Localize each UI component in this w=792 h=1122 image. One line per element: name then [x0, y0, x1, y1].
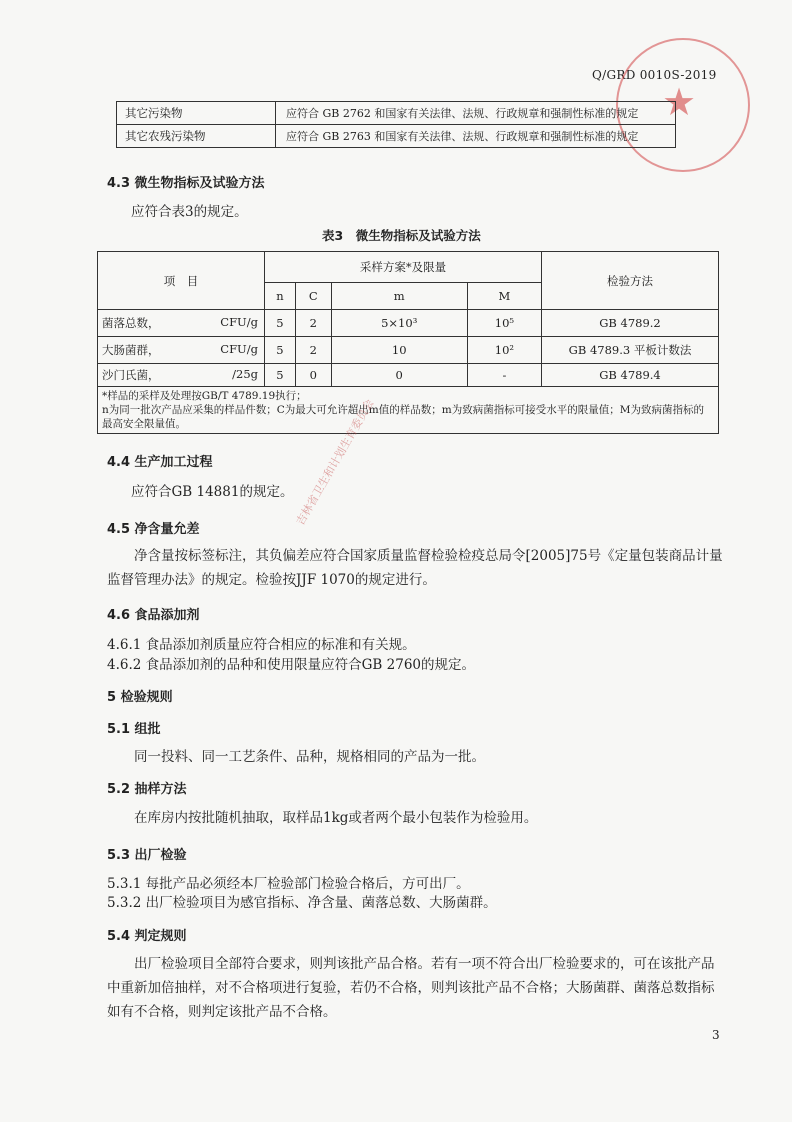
table-cell: 5: [265, 310, 296, 337]
table-cell: 2: [295, 310, 331, 337]
table-cell: GB 4789.4: [542, 364, 719, 387]
paragraph: 应符合表3的规定。: [131, 204, 248, 220]
clause: 4.6.2 食品添加剂的品种和使用限量应符合GB 2760的规定。: [107, 657, 475, 673]
clause: 5.3.1 每批产品必须经本厂检验部门检验合格后，方可出厂。: [107, 876, 470, 892]
table-cell: 0: [295, 364, 331, 387]
column-header: 检验方法: [542, 252, 719, 310]
contaminant-table: [116, 101, 676, 148]
table-cell: 其它污染物: [117, 102, 276, 125]
item-name: 沙门氏菌，: [102, 368, 160, 382]
table-cell: [98, 310, 265, 337]
table-cell: 5×10³: [331, 310, 467, 337]
item-name: 菌落总数，: [102, 316, 160, 330]
note-line: *样品的采样及处理按GB/T 4789.19执行；: [102, 390, 307, 402]
table-caption: 表3 微生物指标及试验方法: [322, 228, 481, 243]
table-cell: 2: [295, 337, 331, 364]
star-icon: ★: [662, 80, 697, 124]
table-row: [98, 337, 719, 364]
section-heading: 5.3 出厂检验: [107, 848, 187, 863]
item-unit: CFU/g: [220, 342, 258, 356]
item-unit: CFU/g: [220, 315, 258, 329]
microbe-table: [97, 251, 719, 434]
table-row: [98, 310, 719, 337]
section-heading: 4.6 食品添加剂: [107, 608, 200, 623]
page-number: 3: [712, 1028, 720, 1042]
table-header-row: [98, 252, 719, 283]
column-header: m: [331, 283, 467, 310]
column-header: M: [467, 283, 541, 310]
table-cell: 10: [331, 337, 467, 364]
watermark: 吉林省卫生和计划生育委员会: [293, 397, 377, 528]
table-note-row: [98, 387, 719, 434]
table-cell: 10⁵: [467, 310, 541, 337]
table-cell: 5: [265, 337, 296, 364]
section-heading: 4.3 微生物指标及试验方法: [107, 176, 265, 191]
table-cell: 其它农残污染物: [117, 125, 276, 148]
column-header: 项 目: [98, 252, 265, 310]
clause: 4.6.1 食品添加剂质量应符合相应的标准和有关规。: [107, 637, 416, 653]
section-heading: 5.2 抽样方法: [107, 782, 187, 797]
paragraph: 净含量按标签标注，其负偏差应符合国家质量监督检验检疫总局令[2005]75号《定量包装商品计量监督管理办法》的规定。检验按JJF 1070的规定进行。: [107, 548, 723, 588]
note-line: n为同一批次产品应采集的样品件数；C为最大可允许超出m值的样品数；m为致病菌指标可接受水平的限量值；M为致病菌指标的最高安全限量值。: [102, 404, 704, 430]
column-header: n: [265, 283, 296, 310]
table-cell: GB 4789.2: [542, 310, 719, 337]
section-heading: 4.5 净含量允差: [107, 522, 200, 537]
item-unit: /25g: [232, 367, 258, 381]
table-cell: 5: [265, 364, 296, 387]
table-note: [98, 387, 719, 434]
standard-code: Q/GRD 0010S-2019: [592, 68, 717, 82]
table-cell: 应符合 GB 2763 和国家有关法律、法规、行政规章和强制性标准的规定: [276, 125, 676, 148]
table-cell: 应符合 GB 2762 和国家有关法律、法规、行政规章和强制性标准的规定: [276, 102, 676, 125]
paragraph: 应符合GB 14881的规定。: [131, 484, 294, 500]
section-heading: 4.4 生产加工过程: [107, 455, 213, 470]
section-heading: 5 检验规则: [107, 690, 173, 705]
table-row: [117, 125, 676, 148]
column-header: C: [295, 283, 331, 310]
table-cell: 0: [331, 364, 467, 387]
table-cell: 10²: [467, 337, 541, 364]
column-header: 采样方案*及限量: [265, 252, 542, 283]
table-row: [98, 364, 719, 387]
paragraph: 同一投料、同一工艺条件、品种，规格相同的产品为一批。: [134, 749, 485, 765]
table-cell: GB 4789.3 平板计数法: [542, 337, 719, 364]
table-row: [117, 102, 676, 125]
table-cell: [98, 337, 265, 364]
paragraph: 出厂检验项目全部符合要求，则判该批产品合格。若有一项不符合出厂检验要求的，可在该批产品中重新加倍抽样，对不合格项进行复验，若仍不合格，则判该批产品不合格；大肠菌群、菌落总数指标如有不合格，则判定该批产品不合格。: [107, 956, 715, 1020]
section-heading: 5.1 组批: [107, 722, 161, 737]
clause: 5.3.2 出厂检验项目为感官指标、净含量、菌落总数、大肠菌群。: [107, 895, 497, 911]
table-cell: [98, 364, 265, 387]
section-heading: 5.4 判定规则: [107, 929, 187, 944]
paragraph: 在库房内按批随机抽取，取样品1kg或者两个最小包装作为检验用。: [134, 810, 538, 826]
table-cell: -: [467, 364, 541, 387]
item-name: 大肠菌群，: [102, 343, 160, 357]
